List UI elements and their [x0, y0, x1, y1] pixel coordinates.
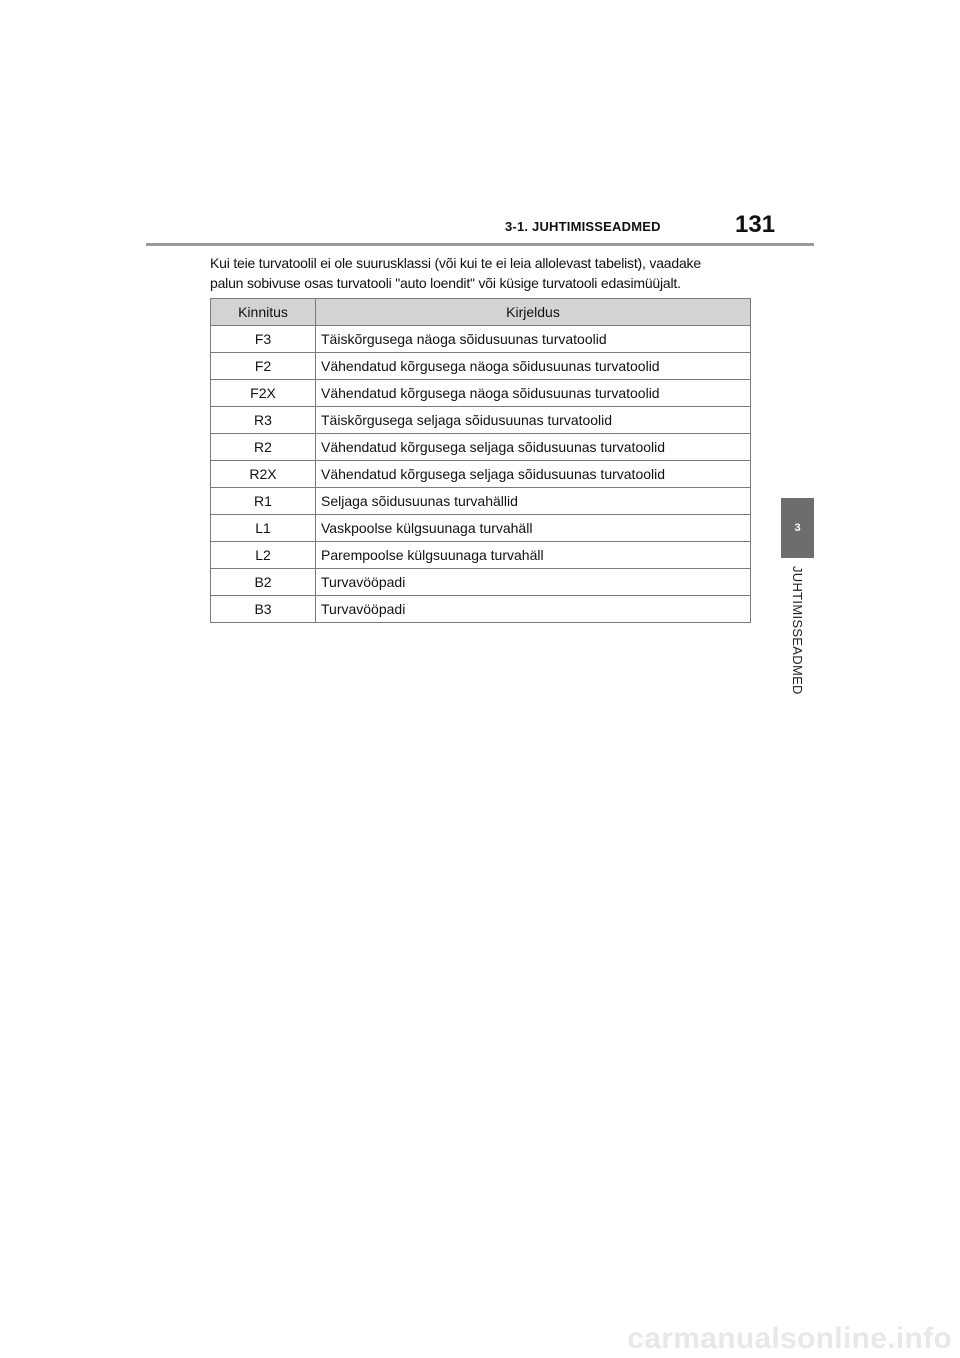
- table-row: [211, 569, 751, 596]
- cell-description: Vähendatud kõrgusega seljaga sõidusuunas turvatoolid: [316, 461, 751, 488]
- cell-code: B3: [211, 596, 316, 623]
- cell-code: R2: [211, 434, 316, 461]
- chapter-side-label: JUHTIMISSEADMED: [790, 566, 805, 695]
- child-seat-size-table: [210, 298, 751, 623]
- table-header-row: [211, 299, 751, 326]
- section-title: 3-1. JUHTIMISSEADMED: [505, 219, 661, 234]
- table-row: [211, 380, 751, 407]
- cell-description: Täiskõrgusega seljaga sõidusuunas turvatoolid: [316, 407, 751, 434]
- intro-line-1: Kui teie turvatoolil ei ole suurusklassi (või kui te ei leia allolevast tabelist), vaadake: [210, 255, 701, 271]
- cell-description: Täiskõrgusega näoga sõidusuunas turvatoolid: [316, 326, 751, 353]
- table-row: [211, 596, 751, 623]
- cell-description: Parempoolse külgsuunaga turvahäll: [316, 542, 751, 569]
- watermark: carmanualsonline.info: [627, 1322, 952, 1355]
- column-header-kinnitus: Kinnitus: [211, 299, 316, 326]
- cell-description: Vähendatud kõrgusega näoga sõidusuunas turvatoolid: [316, 380, 751, 407]
- cell-description: Vähendatud kõrgusega näoga sõidusuunas turvatoolid: [316, 353, 751, 380]
- cell-description: Vähendatud kõrgusega seljaga sõidusuunas turvatoolid: [316, 434, 751, 461]
- page-number: 131: [735, 211, 776, 238]
- intro-paragraph: [210, 253, 755, 293]
- cell-code: F3: [211, 326, 316, 353]
- chapter-tab: [781, 498, 814, 558]
- cell-code: R2X: [211, 461, 316, 488]
- cell-description: Seljaga sõidusuunas turvahällid: [316, 488, 751, 515]
- table-row: [211, 434, 751, 461]
- table-row: [211, 515, 751, 542]
- cell-code: F2: [211, 353, 316, 380]
- cell-description: Vaskpoolse külgsuunaga turvahäll: [316, 515, 751, 542]
- cell-description: Turvavööpadi: [316, 596, 751, 623]
- table-row: [211, 353, 751, 380]
- intro-line-2: palun sobivuse osas turvatooli "auto loendit" või küsige turvatooli edasimüüjalt.: [210, 275, 681, 291]
- table-row: [211, 488, 751, 515]
- cell-description: Turvavööpadi: [316, 569, 751, 596]
- cell-code: R3: [211, 407, 316, 434]
- cell-code: F2X: [211, 380, 316, 407]
- cell-code: R1: [211, 488, 316, 515]
- cell-code: L2: [211, 542, 316, 569]
- table-row: [211, 461, 751, 488]
- chapter-tab-number: 3: [794, 522, 801, 534]
- cell-code: L1: [211, 515, 316, 542]
- column-header-kirjeldus: Kirjeldus: [316, 299, 751, 326]
- table-row: [211, 542, 751, 569]
- header-divider: [146, 243, 814, 246]
- table-row: [211, 326, 751, 353]
- cell-code: B2: [211, 569, 316, 596]
- table-row: [211, 407, 751, 434]
